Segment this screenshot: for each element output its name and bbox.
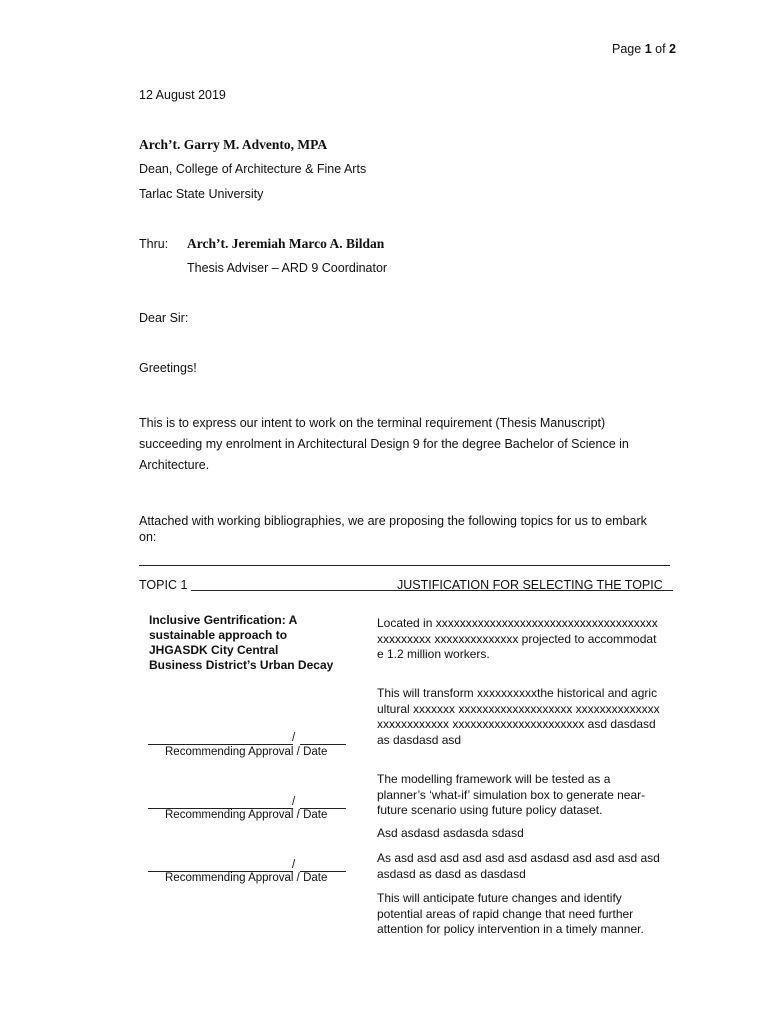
addressee-name: Arch’t. Garry M. Advento, MPA <box>139 137 328 152</box>
thru-title: Thesis Adviser – ARD 9 Coordinator <box>187 261 388 275</box>
signature-slash: / <box>292 796 296 808</box>
thru-label: Thru: <box>139 237 169 251</box>
topic-header-left: TOPIC 1 <box>139 578 188 592</box>
justification-1: Located in xxxxxxxxxxxxxxxxxxxxxxxxxxxxxxxxxxxxxxxxxxxxxx xxxxxxxxxxxxxx projected to accommodate 1.2 million workers. <box>377 616 658 661</box>
letter-date: 12 August 2019 <box>139 88 226 102</box>
addressee-title: Dean, College of Architecture & Fine Arts <box>139 162 367 176</box>
attached-line-1: Attached with working bibliographies, we are proposing the following topics for us to embark <box>139 514 647 528</box>
page-current: 1 <box>644 42 652 56</box>
justification-2: This will transform xxxxxxxxxxthe historical and agricultural xxxxxxx xxxxxxxxxxxxxxxxxxx xxxxxxxxxxxxxxxxxxxxxxxxxx xxxxxxxxxxxxxxxxxxxxxx asd dasdasdas dasdasd asd <box>377 686 660 747</box>
addressee-institution: Tarlac State University <box>139 187 264 201</box>
topic-title-line-4: Business District’s Urban Decay <box>149 658 334 672</box>
topic-title-line-2: sustainable approach to <box>149 628 288 642</box>
topic-title <box>149 613 333 673</box>
body-line-1: This is to express our intent to work on the terminal requirement (Thesis Manuscript) <box>139 416 606 430</box>
date-line[interactable] <box>300 744 346 745</box>
justification-3: The modelling framework will be tested as a planner’s ‘what-if’ simulation box to generate near-future scenario using future policy dataset. <box>377 772 646 817</box>
attached-line-2: on: <box>139 530 157 544</box>
body-line-3: Architecture. <box>139 458 210 472</box>
topic-header-right-underline <box>397 590 673 591</box>
topic-title-line-1: Inclusive Gentrification: A <box>149 613 298 627</box>
signature-line[interactable] <box>148 744 293 745</box>
justification-5: As asd asd asd asd asd asd asdasd asd asd asd asd asdasd as dasd as dasdasd <box>377 851 660 881</box>
body-line-2: succeeding my enrolment in Architectural Design 9 for the degree Bachelor of Science in <box>139 437 629 451</box>
page-total: 2 <box>669 42 676 56</box>
signature-slash: / <box>292 732 296 744</box>
thru-name: Arch’t. Jeremiah Marco A. Bildan <box>187 236 385 251</box>
topic-title-line-3: JHGASDK City Central <box>149 643 279 657</box>
signature-label: Recommending Approval / Date <box>165 809 328 821</box>
page-of: of <box>655 42 666 56</box>
salutation: Dear Sir: <box>139 311 189 325</box>
justification-6: This will anticipate future changes and identify potential areas of rapid change that need further attention for policy intervention in a timely manner. <box>377 891 644 936</box>
signature-slash: / <box>292 859 296 871</box>
topic-header-right: JUSTIFICATION FOR SELECTING THE TOPIC <box>397 578 663 592</box>
greeting: Greetings! <box>139 361 197 375</box>
separator-rule <box>139 565 670 566</box>
page-number <box>612 42 676 57</box>
signature-label: Recommending Approval / Date <box>165 746 328 758</box>
page-label: Page <box>612 42 642 56</box>
signature-label: Recommending Approval / Date <box>165 872 328 884</box>
justification-4: Asd asdasd asdasda sdasd <box>377 826 524 840</box>
topic-header-underline <box>191 590 397 591</box>
